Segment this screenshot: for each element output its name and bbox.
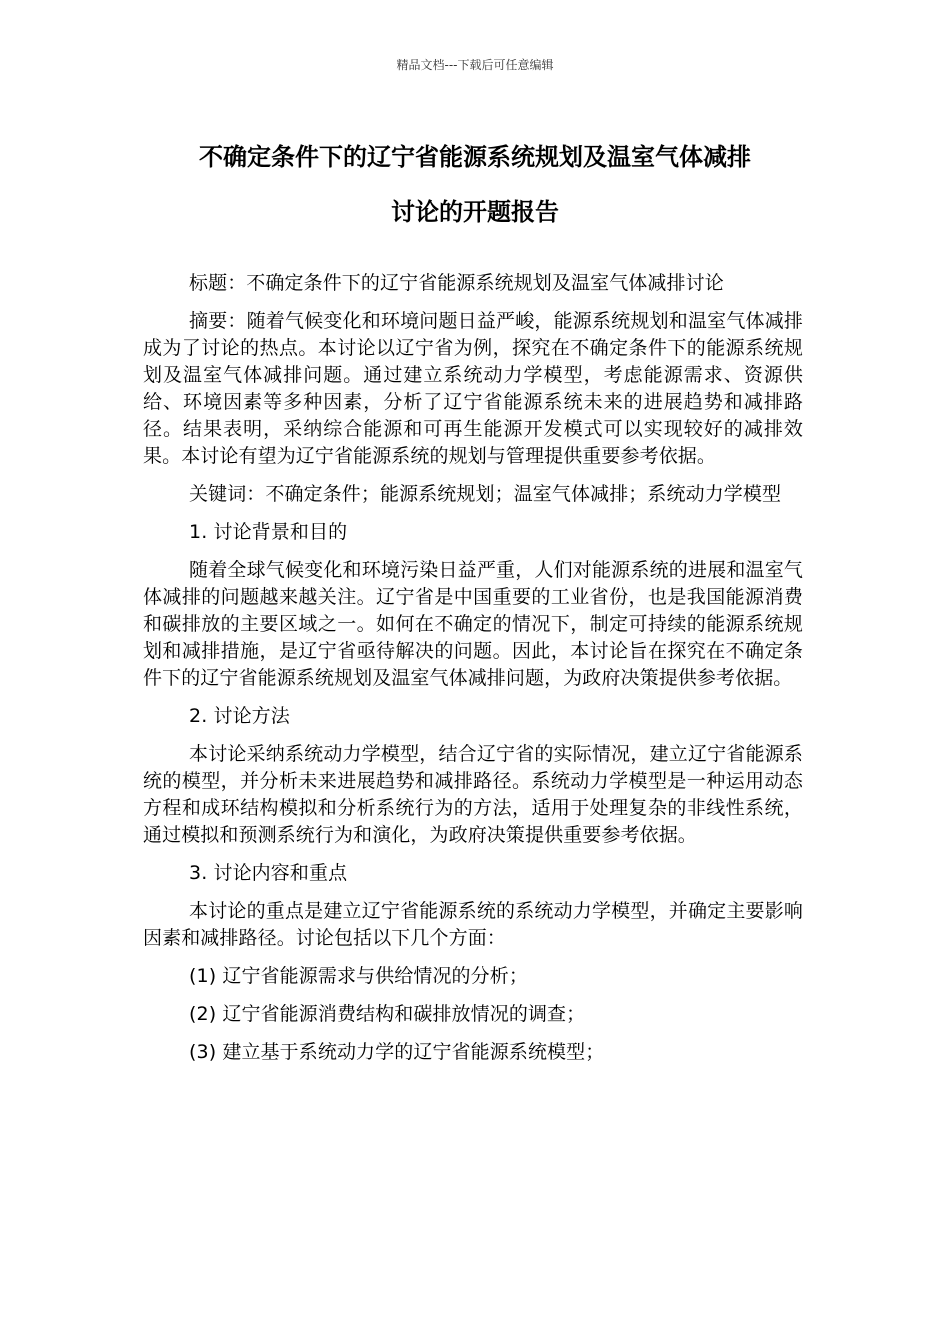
list-item-1: (1) 辽宁省能源需求与供给情况的分析； — [189, 965, 528, 987]
section-heading-background: 1. 讨论背景和目的 — [189, 521, 348, 543]
section-heading-methods: 2. 讨论方法 — [189, 705, 290, 727]
document-title-line-2: 讨论的开题报告 — [391, 198, 559, 226]
paragraph-abstract: 摘要：随着气候变化和环境问题日益严峻，能源系统规划和温室气体减排成为了讨论的热点。本讨论以辽宁省为例，探究在不确定条件下的能源系统规划及温室气体减排问题。通过建立系统动力学模型，考虑能源需求、资源供给、环境因素等多种因素，分析了辽宁省能源系统未来的进展趋势和减排路径。结果表明，采纳综合能源和可再生能源开发模式可以实现较好的减排效果。本讨论有望为辽宁省能源系统的规划与管理提供重要参考依据。 — [143, 310, 803, 467]
list-item-3: (3) 建立基于系统动力学的辽宁省能源系统模型； — [189, 1041, 605, 1063]
paragraph-content: 本讨论的重点是建立辽宁省能源系统的系统动力学模型，并确定主要影响因素和减排路径。讨论包括以下几个方面： — [143, 900, 803, 949]
document-title-line-1: 不确定条件下的辽宁省能源系统规划及温室气体减排 — [199, 143, 751, 171]
paragraph-methods: 本讨论采纳系统动力学模型，结合辽宁省的实际情况，建立辽宁省能源系统的模型，并分析未来进展趋势和减排路径。系统动力学模型是一种运用动态方程和成环结构模拟和分析系统行为的方法，适用于处理复杂的非线性系统，通过模拟和预测系统行为和演化，为政府决策提供重要参考依据。 — [143, 743, 803, 846]
section-heading-content: 3. 讨论内容和重点 — [189, 862, 348, 884]
document-body — [143, 270, 803, 1066]
paragraph-background: 随着全球气候变化和环境污染日益严重，人们对能源系统的进展和温室气体减排的问题越来越关注。辽宁省是中国重要的工业省份，也是我国能源消费和碳排放的主要区域之一。如何在不确定的情况下，制定可持续的能源系统规划和减排措施，是辽宁省亟待解决的问题。因此，本讨论旨在探究在不确定条件下的辽宁省能源系统规划及温室气体减排问题，为政府决策提供参考依据。 — [143, 559, 803, 689]
page-header: 精品文档---下载后可任意编辑 — [396, 58, 554, 72]
paragraph-title-label: 标题：不确定条件下的辽宁省能源系统规划及温室气体减排讨论 — [189, 272, 724, 294]
paragraph-keywords: 关键词：不确定条件；能源系统规划；温室气体减排；系统动力学模型 — [189, 483, 782, 505]
list-item-2: (2) 辽宁省能源消费结构和碳排放情况的调查； — [189, 1003, 586, 1025]
